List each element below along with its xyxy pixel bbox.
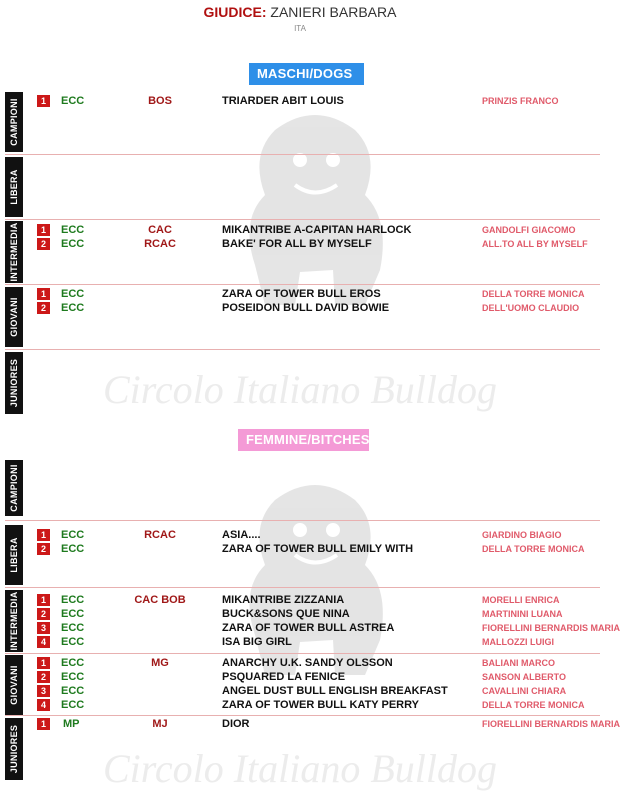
owner-name: FIORELLINI BERNARDIS MARIA (482, 719, 620, 729)
dog-name: ANARCHY U.K. SANDY OLSSON (222, 657, 393, 669)
rank-badge: 3 (37, 685, 50, 697)
result-row (0, 607, 600, 621)
dog-name: ANGEL DUST BULL ENGLISH BREAKFAST (222, 685, 448, 697)
class-band-campioni: CAMPIONI (5, 92, 23, 152)
award: RCAC (144, 529, 176, 541)
judge-name: ZANIERI BARBARA (270, 4, 397, 20)
dog-name: PSQUARED LA FENICE (222, 671, 346, 683)
class-divider (5, 520, 600, 521)
result-row (0, 542, 600, 556)
rank-badge: 4 (37, 636, 50, 648)
result-row (0, 635, 600, 649)
grade: ECC (61, 224, 85, 236)
owner-name: MARTININI LUANA (482, 609, 563, 619)
dog-name: TRIARDER ABIT LOUIS (222, 95, 344, 107)
owner-name: DELLA TORRE MONICA (482, 700, 585, 710)
dog-name: ISA BIG GIRL (222, 636, 292, 648)
watermark-text: Circolo Italiano Bulldog (102, 367, 498, 412)
owner-name: DELL'UOMO CLAUDIO (482, 303, 580, 313)
result-row (0, 621, 620, 635)
owner-name: SANSON ALBERTO (482, 672, 567, 682)
dog-name: BUCK&SONS QUE NINA (222, 608, 350, 620)
dog-name: BAKE' FOR ALL BY MYSELF (222, 238, 372, 250)
class-band-juniores: JUNIORES (5, 352, 23, 414)
class-divider (5, 587, 600, 588)
owner-name: DELLA TORRE MONICA (482, 544, 585, 554)
class-band-campioni: CAMPIONI (5, 460, 23, 516)
dog-name: POSEIDON BULL DAVID BOWIE (222, 302, 390, 314)
result-row (0, 717, 620, 731)
result-row (0, 287, 600, 301)
dog-name: MIKANTRIBE A-CAPITAN HARLOCK (222, 224, 412, 236)
result-row (0, 528, 600, 542)
dog-name: ZARA OF TOWER BULL ASTREA (222, 622, 395, 634)
grade: ECC (61, 671, 85, 683)
rank-badge: 1 (37, 224, 50, 236)
owner-name: DELLA TORRE MONICA (482, 289, 585, 299)
award: CAC (148, 224, 172, 236)
females-section-title: FEMMINE/BITCHES (238, 429, 369, 451)
class-divider (5, 349, 600, 350)
grade: ECC (61, 636, 85, 648)
owner-name: BALIANI MARCO (482, 658, 555, 668)
grade: ECC (61, 529, 85, 541)
grade: ECC (61, 608, 85, 620)
owner-name: GIARDINO BIAGIO (482, 530, 562, 540)
owner-name: MALLOZZI LUIGI (482, 637, 554, 647)
class-band-giovani: GIOVANI (5, 287, 23, 347)
grade: ECC (61, 657, 85, 669)
class-band-intermedia: INTERMEDIA (5, 590, 23, 652)
rank-badge: 1 (37, 718, 50, 730)
result-row (0, 656, 600, 670)
grade: ECC (61, 543, 85, 555)
award: CAC BOB (134, 594, 186, 606)
grade: ECC (61, 594, 85, 606)
owner-name: ALL.TO ALL BY MYSELF (482, 239, 588, 249)
class-band-libera: LIBERA (5, 157, 23, 217)
award: MG (151, 657, 169, 669)
owner-name: GANDOLFI GIACOMO (482, 225, 576, 235)
grade: ECC (61, 685, 85, 697)
grade: MP (63, 718, 80, 730)
rank-badge: 4 (37, 699, 50, 711)
award: MJ (152, 718, 168, 730)
grade: ECC (61, 302, 85, 314)
class-band-libera: LIBERA (5, 525, 23, 585)
class-divider (5, 715, 600, 716)
class-band-juniores: JUNIORES (5, 718, 23, 780)
class-band-giovani: GIOVANI (5, 655, 23, 715)
class-divider (5, 154, 600, 155)
rank-badge: 2 (37, 543, 50, 555)
result-row (0, 593, 600, 607)
owner-name: CAVALLINI CHIARA (482, 686, 567, 696)
dog-name: MIKANTRIBE ZIZZANIA (222, 594, 345, 606)
class-divider (5, 284, 600, 285)
rank-badge: 1 (37, 657, 50, 669)
dog-name: DIOR (222, 718, 250, 730)
grade: ECC (61, 238, 85, 250)
class-divider (5, 653, 600, 654)
award: BOS (148, 95, 172, 107)
rank-badge: 2 (37, 238, 50, 250)
result-row (0, 94, 600, 108)
owner-name: MORELLI ENRICA (482, 595, 560, 605)
rank-badge: 1 (37, 529, 50, 541)
grade: ECC (61, 288, 85, 300)
result-row (0, 223, 600, 237)
males-section-title: MASCHI/DOGS (249, 63, 364, 85)
result-row (0, 684, 600, 698)
judge-country: ITA (294, 24, 306, 33)
class-band-intermedia: INTERMEDIA (5, 221, 23, 283)
bulldog-watermark-icon (215, 100, 415, 310)
result-row (0, 237, 600, 251)
rank-badge: 1 (37, 95, 50, 107)
class-divider (5, 219, 600, 220)
grade: ECC (61, 622, 85, 634)
watermark-text: Circolo Italiano Bulldog (102, 746, 498, 791)
judge-heading (0, 4, 600, 20)
judge-label: GIUDICE: (203, 4, 267, 20)
rank-badge: 3 (37, 622, 50, 634)
result-row (0, 698, 600, 712)
result-row (0, 670, 600, 684)
dog-name: ASIA.... (222, 529, 261, 541)
rank-badge: 2 (37, 302, 50, 314)
award: RCAC (144, 238, 176, 250)
rank-badge: 2 (37, 608, 50, 620)
owner-name: PRINZIS FRANCO (482, 96, 559, 106)
dog-name: ZARA OF TOWER BULL EROS (222, 288, 381, 300)
grade: ECC (61, 699, 85, 711)
dog-name: ZARA OF TOWER BULL KATY PERRY (222, 699, 419, 711)
rank-badge: 1 (37, 594, 50, 606)
result-row (0, 301, 600, 315)
dog-name: ZARA OF TOWER BULL EMILY WITH (222, 543, 414, 555)
rank-badge: 1 (37, 288, 50, 300)
rank-badge: 2 (37, 671, 50, 683)
owner-name: FIORELLINI BERNARDIS MARIA (482, 623, 620, 633)
grade: ECC (61, 95, 85, 107)
